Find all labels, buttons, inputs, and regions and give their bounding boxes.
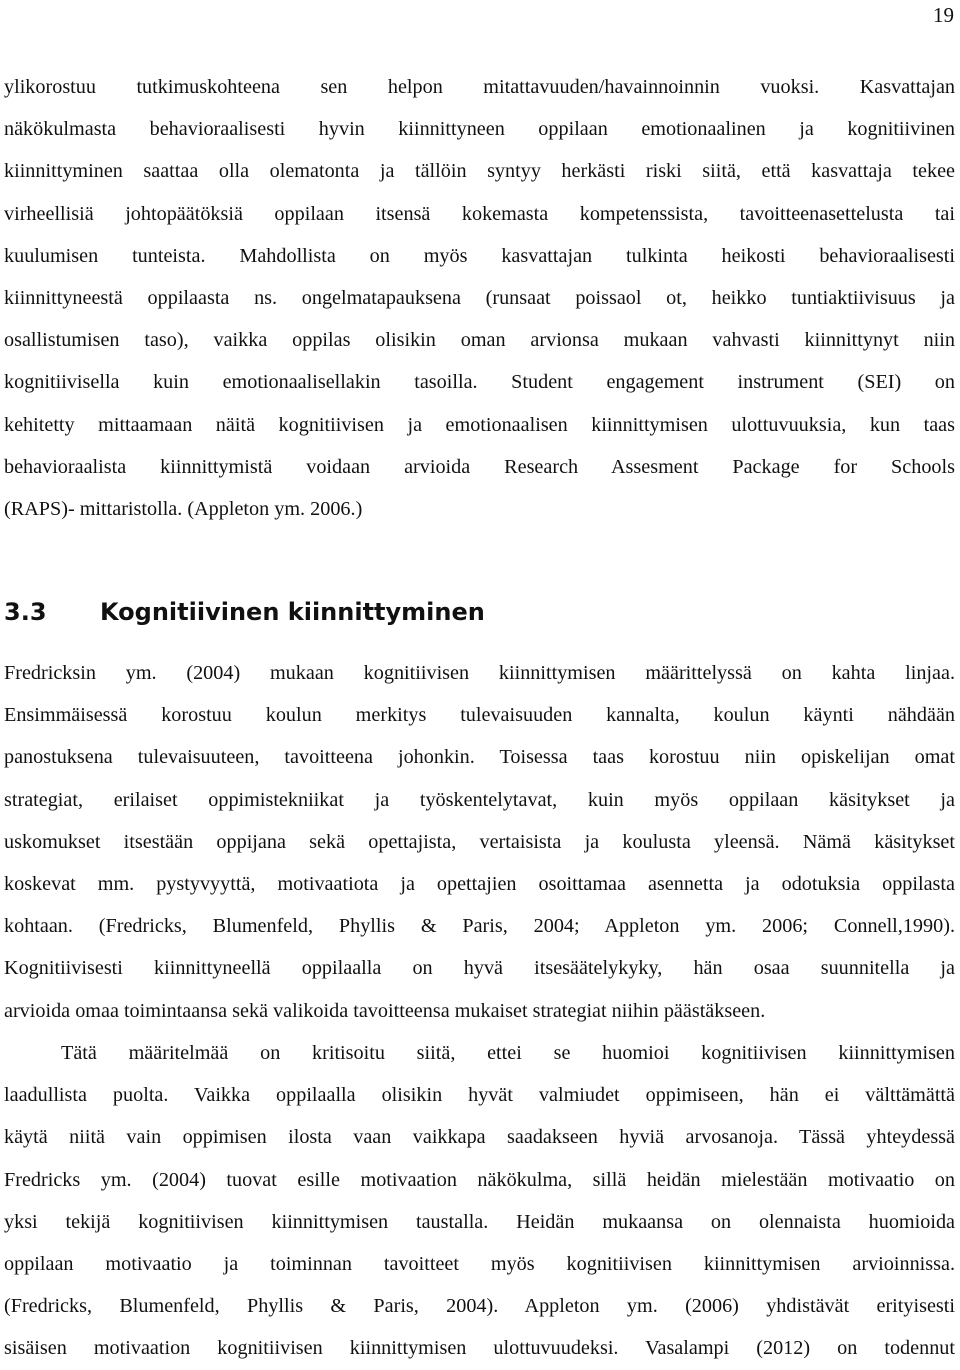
text-line: strategiat, erilaiset oppimistekniikat ja työskentelytavat, kuin myös oppilaan käsitykset ja <box>4 788 955 811</box>
text-line: Fredricksin ym. (2004) mukaan kognitiivisen kiinnittymisen määrittelyssä on kahta linjaa. <box>4 662 955 684</box>
paragraph-2 <box>4 652 955 1032</box>
text-line: Fredricks ym. (2004) tuovat esille motivaation näkökulma, sillä heidän mielestään motivaatio on <box>4 1168 955 1191</box>
text-line: kognitiivisella kuin emotionaalisellakin tasoilla. Student engagement instrument (SEI) on <box>4 371 955 394</box>
text-line: koskevat mm. pystyvyyttä, motivaatiota ja opettajien osoittamaa asennetta ja odotuksia oppilasta <box>4 872 955 895</box>
paragraph-3 <box>4 1032 955 1370</box>
text-line: panostuksena tulevaisuuteen, tavoitteena johonkin. Toisessa taas korostuu niin opiskelijan omat <box>4 746 955 769</box>
text-line: uskomukset itsestään oppijana sekä opettajista, vertaisista ja koulusta yleensä. Nämä käsitykset <box>4 830 955 853</box>
text-line: kiinnittyminen saattaa olla olematonta ja tällöin syntyy herkästi riski siitä, että kasvattaja tekee <box>4 160 955 183</box>
text-line: arvioida omaa toimintaansa sekä valikoida tavoitteensa mukaiset strategiat niihin päästäkseen. <box>4 999 766 1022</box>
text-line: sisäisen motivaation kognitiivisen kiinnittymisen ulottuvuudeksi. Vasalampi (2012) on todennut <box>4 1337 955 1360</box>
paragraph-1 <box>4 66 955 530</box>
text-line: Kognitiivisesti kiinnittyneellä oppilaalla on hyvä itsesäätelykyky, hän osaa suunnitella ja <box>4 957 955 980</box>
text-line: oppilaan motivaatio ja toiminnan tavoitteet myös kognitiivisen kiinnittymisen arvioinnissa. <box>4 1252 955 1275</box>
section-title: Kognitiivinen kiinnittyminen <box>100 598 485 626</box>
text-line: (RAPS)- mittaristolla. (Appleton ym. 2006.) <box>4 497 363 520</box>
text-line: kuulumisen tunteista. Mahdollista on myös kasvattajan tulkinta heikosti behavioraalisesti <box>4 244 955 267</box>
text-line: kehitetty mittaamaan näitä kognitiivisen ja emotionaalisen kiinnittymisen ulottuvuuksia, kun taas <box>4 413 955 436</box>
text-line: laadullista puolta. Vaikka oppilaalla olisikin hyvät valmiudet oppimiseen, hän ei välttämättä <box>4 1084 955 1107</box>
text-line: osallistumisen taso), vaikka oppilas olisikin oman arvionsa mukaan vahvasti kiinnittynyt niin <box>4 329 955 352</box>
text-line: (Fredricks, Blumenfeld, Phyllis & Paris, 2004). Appleton ym. (2006) yhdistävät erityisesti <box>4 1295 955 1318</box>
text-line: näkökulmasta behavioraalisesti hyvin kiinnittyneen oppilaan emotionaalinen ja kognitiivinen <box>4 118 955 141</box>
text-line: yksi tekijä kognitiivisen kiinnittymisen taustalla. Heidän mukaansa on olennaista huomioida <box>4 1210 955 1233</box>
text-line: ylikorostuu tutkimuskohteena sen helpon mitattavuuden/havainnoinnin vuoksi. Kasvattajan <box>4 76 955 98</box>
text-line: käytä niitä vain oppimisen ilosta vaan vaikkapa saadakseen hyviä arvosanoja. Tässä yhteydessä <box>4 1126 955 1149</box>
text-line: kiinnittyneestä oppilaasta ns. ongelmatapauksena (runsaat poissaol ot, heikko tuntiaktiivisuus ja <box>4 286 955 309</box>
text-line: kohtaan. (Fredricks, Blumenfeld, Phyllis & Paris, 2004; Appleton ym. 2006; Connell,1990). <box>4 915 955 938</box>
page-number: 19 <box>933 3 954 27</box>
section-number: 3.3 <box>4 598 47 626</box>
section-heading <box>4 590 485 634</box>
text-line: Ensimmäisessä korostuu koulun merkitys tulevaisuuden kannalta, koulun käynti nähdään <box>4 704 955 727</box>
text-line: virheellisiä johtopäätöksiä oppilaan itsensä kokemasta kompetenssista, tavoitteenasettelusta tai <box>4 202 955 225</box>
text-line: Tätä määritelmää on kritisoitu siitä, ettei se huomioi kognitiivisen kiinnittymisen <box>61 1042 955 1064</box>
text-line: behavioraalista kiinnittymistä voidaan arvioida Research Assesment Package for Schools <box>4 455 955 478</box>
